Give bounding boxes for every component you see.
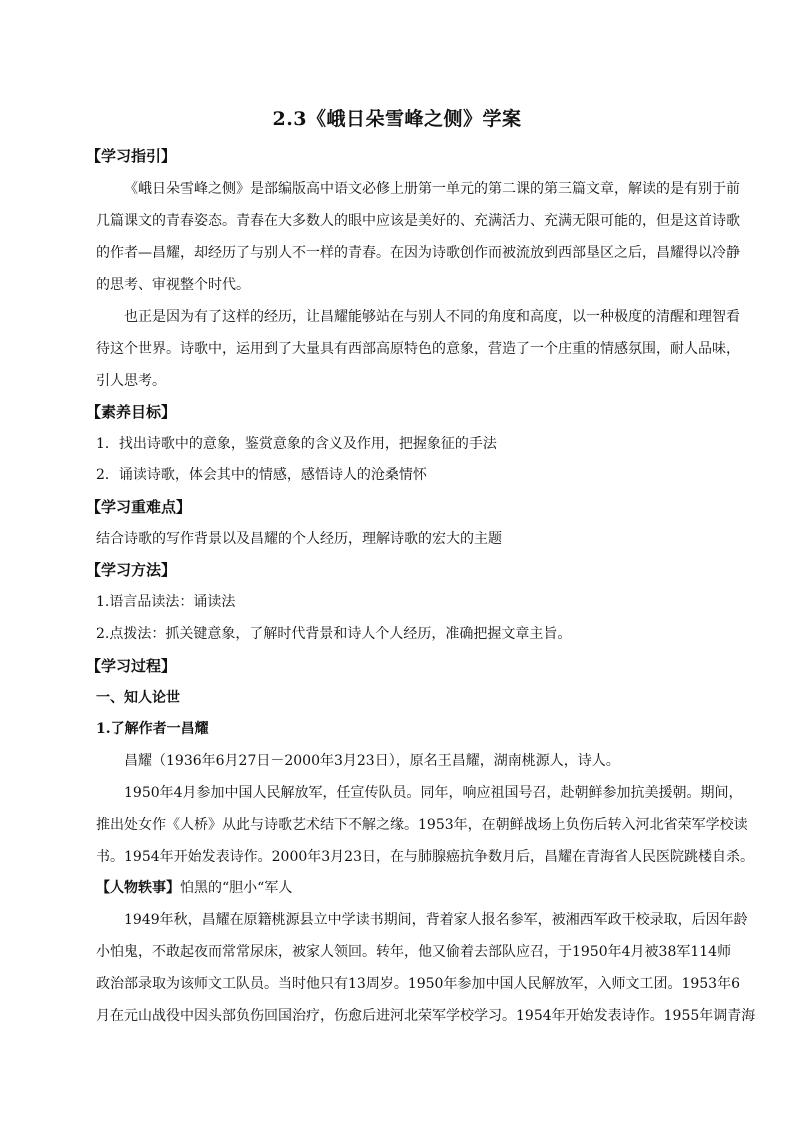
process-heading: 【学习过程】 <box>86 657 177 675</box>
paragraph-line: 的思考、审视整个时代。 <box>96 277 250 293</box>
paragraph-line: 月在元山战役中因头部负伤回国治疗，伤愈后进河北荣军学校学习。1954年开始发表诗作。1955年调青海 <box>96 1008 756 1024</box>
goal-item: 2．诵读诗歌，体会其中的情感，感悟诗人的沧桑情怀 <box>96 467 427 483</box>
author-subheading: 1.了解作者一昌耀 <box>96 721 209 737</box>
paragraph-line: 小怕鬼，不敢起夜而常常尿床，被家人领回。转年，他又偷着去部队应召，于1950年4月被38军114师 <box>96 944 732 960</box>
document-title: 2.3《峨日朵雪峰之侧》学案 <box>272 108 522 130</box>
goals-heading: 【素养目标】 <box>86 403 177 421</box>
story-heading-line <box>96 877 718 897</box>
guide-heading: 【学习指引】 <box>86 147 177 165</box>
key-points-heading: 【学习重难点】 <box>86 498 192 516</box>
part1-heading: 一、知人论世 <box>96 690 180 706</box>
paragraph-line: 《峨日朵雪峰之侧》是部编版高中语文必修上册第一单元的第二课的第三篇文章，解读的是有别于前 <box>124 181 740 197</box>
paragraph-line: 1950年4月参加中国人民解放军，任宣传队员。同年，响应祖国号召，赴朝鲜参加抗美援朝。期间， <box>124 785 743 801</box>
paragraph-line: 书。1954年开始发表诗作。2000年3月23日，在与肺腺癌抗争数月后，昌耀在青海省人民医院跳楼自杀。 <box>96 849 754 865</box>
paragraph-line: 政治部录取为该师文工队员。当时他只有13周岁。1950年参加中国人民解放军，入师文工团。1953年6 <box>96 976 740 992</box>
author-intro: 昌耀（1936年6月27日－2000年3月23日），原名王昌耀，湖南桃源人，诗人。 <box>124 753 620 769</box>
paragraph-line: 的作者—昌耀，却经历了与别人不一样的青春。在因为诗歌创作而被流放到西部垦区之后，昌耀得以冷静 <box>96 245 740 261</box>
goal-item: 1．找出诗歌中的意象，鉴赏意象的含义及作用，把握象征的手法 <box>96 436 497 452</box>
paragraph-line: 1949年秋，昌耀在原籍桃源县立中学读书期间，背着家人报名参军，被湘西军政干校录取，后因年龄 <box>124 912 748 928</box>
story-title: 怕黑的“胆小“军人 <box>180 880 293 896</box>
method-item: 1.语言品读法：诵读法 <box>96 594 236 610</box>
key-points-text: 结合诗歌的写作背景以及昌耀的个人经历，理解诗歌的宏大的主题 <box>96 531 502 547</box>
paragraph-line: 待这个世界。诗歌中，运用到了大量具有西部高原特色的意象，营造了一个庄重的情感氛围，耐人品味， <box>96 341 740 357</box>
method-item: 2.点拨法：抓关键意象，了解时代背景和诗人个人经历，准确把握文章主旨。 <box>96 626 572 642</box>
paragraph-line: 也正是因为有了这样的经历，让昌耀能够站在与别人不同的角度和高度，以一种极度的清醒和理智看 <box>124 309 740 325</box>
story-label: 【人物轶事】 <box>96 880 180 896</box>
paragraph-line: 引人思考。 <box>96 373 166 389</box>
method-heading: 【学习方法】 <box>86 561 177 579</box>
paragraph-line: 几篇课文的青春姿态。青春在大多数人的眼中应该是美好的、充满活力、充满无限可能的，但是这首诗歌 <box>96 213 740 229</box>
paragraph-line: 推出处女作《人桥》从此与诗歌艺术结下不解之缘。1953年，在朝鲜战场上负伤后转入河北省荣军学校读 <box>96 817 748 833</box>
